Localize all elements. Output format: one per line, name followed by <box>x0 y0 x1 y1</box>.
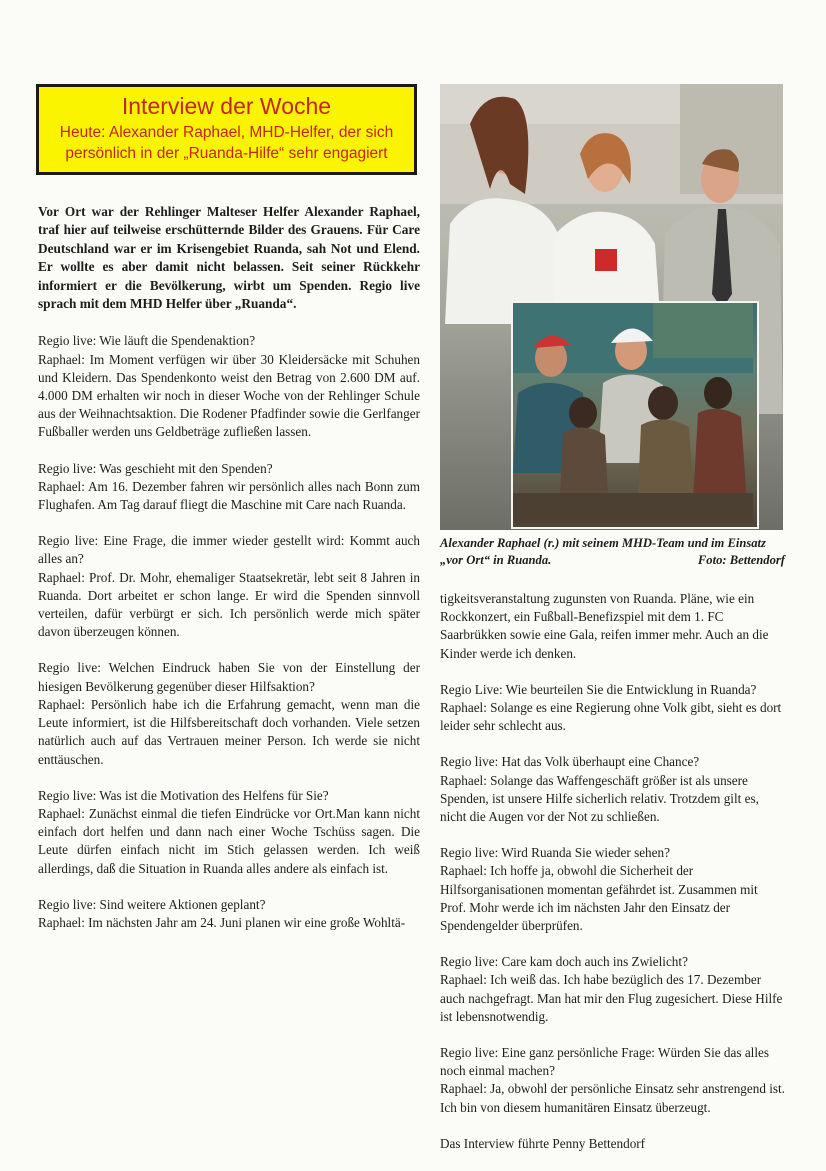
interview-question: Regio live: Eine Frage, die immer wieder gestellt wird: Kommt auch alles an? <box>38 533 420 567</box>
interview-block <box>440 753 785 826</box>
interview-block <box>440 1044 785 1117</box>
interview-block <box>38 787 420 878</box>
interview-block <box>440 844 785 935</box>
interview-block <box>38 332 420 441</box>
interview-block <box>440 681 785 736</box>
headline-subtitle-line-2: persönlich in der „Ruanda-Hilfe“ sehr engagiert <box>65 145 388 162</box>
interview-question: Regio Live: Wie beurteilen Sie die Entwicklung in Ruanda? <box>440 681 757 697</box>
interview-block <box>440 953 785 1026</box>
interview-question: Regio live: Care kam doch auch ins Zwielicht? <box>440 954 688 970</box>
photo-caption <box>440 535 785 569</box>
interview-block <box>38 532 420 641</box>
caption-text: Alexander Raphael (r.) mit seinem MHD-Team und im Einsatz „vor Ort“ in Ruanda. <box>440 536 766 567</box>
interview-question: Regio live: Sind weitere Aktionen geplant? <box>38 896 266 912</box>
interview-answer: Raphael: Persönlich habe ich die Erfahrung gemacht, wenn man die Leute informiert, ist die Hilfsbereitschaft doch vorhanden. Viele setzen natürlich auch auf das Vertrauen meiner Person. Ich werde sie nicht enttäuschen. <box>38 696 420 767</box>
headline-title: Interview der Woche <box>121 93 332 119</box>
interview-answer: Raphael: Solange es eine Regierung ohne Volk gibt, sieht es dort leider sehr schlecht aus. <box>440 700 782 734</box>
interview-answer: Raphael: Ich weiß das. Ich habe bezüglich des 17. Dezember auch nachgefragt. Man hat mir den Flug zugesichert. Diese Hilfe ist lebensnotwendig. <box>440 972 783 1024</box>
continuation-paragraph: tigkeitsveranstaltung zugunsten von Ruanda. Pläne, wie ein Rockkonzert, ein Fußball-Benefizspiel mit dem 1. FC Saarbrükken sowie eine Gala, reifen immer mehr. Auch an die Kinder werde ich denken. <box>440 591 769 661</box>
interview-question: Regio live: Was geschieht mit den Spenden? <box>38 460 273 476</box>
rwanda-photo-figures <box>513 303 753 523</box>
interview-answer: Raphael: Ich hoffe ja, obwohl die Sicherheit der Hilfsorganisationen momentan gefährdet ist. Zusammen mit Prof. Mohr werde ich im nächsten Jahr den Einsatz der Spendengelder überprüfen. <box>440 863 758 934</box>
interview-question: Regio live: Wird Ruanda Sie wieder sehen? <box>440 845 670 861</box>
interview-block <box>38 896 420 932</box>
byline: Das Interview führte Penny Bettendorf <box>440 1135 646 1151</box>
left-column <box>38 203 420 950</box>
headline-subtitle <box>39 122 414 164</box>
interview-answer: Raphael: Prof. Dr. Mohr, ehemaliger Staatsekretär, lebt seit 8 Jahren in Ruanda. Dort arbeitet er schon lange. Er wird die Spenden sinnvoll verteilen, dafür verbürgt er sich. Ich persönlich werde mich später davon überzeugen können. <box>38 569 420 640</box>
interview-answer: Raphael: Im nächsten Jahr am 24. Juni planen wir eine große Wohltä- <box>38 914 406 930</box>
interview-question: Regio live: Was ist die Motivation des Helfens für Sie? <box>38 787 329 803</box>
headline-box <box>37 85 416 174</box>
photo-credit: Foto: Bettendorf <box>697 553 785 567</box>
interview-question: Regio live: Welchen Eindruck haben Sie von der Einstellung der hiesigen Bevölkerung gegenüber dieser Hilfsaktion? <box>38 660 420 694</box>
rwanda-photo <box>511 301 759 529</box>
lead-paragraph: Vor Ort war der Rehlinger Malteser Helfer Alexander Raphael, traf hier auf teilweise erschütternde Bilder des Grauens. Für Care Deutschland war er im Krisengebiet Ruanda, sah Not und Elend. Er wollte es aber damit nicht belassen. Seit seiner Rückkehr informiert er die Bevölkerung, wirbt um Spenden. Regio live sprach mit dem MHD Helfer über „Ruanda“. <box>38 204 420 312</box>
interview-question: Regio live: Eine ganz persönliche Frage: Würden Sie das alles noch einmal machen? <box>440 1045 769 1079</box>
interview-answer: Raphael: Am 16. Dezember fahren wir persönlich alles nach Bonn zum Flughafen. Am Tag darauf fliegt die Maschine mit Care nach Ruanda. <box>38 478 420 513</box>
interview-answer: Raphael: Zunächst einmal die tiefen Eindrücke vor Ort.Man kann nicht einfach dort helfen und dann nach einer Woche Tschüss sagen. Die Leute dürfen einfach nicht im Stich gelassen werden. Ich weiß allerdings, daß die Situation in Ruanda alles andere als einfach ist. <box>38 805 420 876</box>
interview-block <box>38 659 420 768</box>
interview-answer: Raphael: Im Moment verfügen wir über 30 Kleidersäcke mit Schuhen und Kleidern. Das Spendenkonto weist den Betrag von 2.600 DM auf. 4.000 DM erhalten wir noch in dieser Woche von der Rehlinger Schule aus der Weihnachtsaktion. Die Rodener Pfadfinder sowie die Gerlfanger Fußballer werden uns Geldbeträge zufließen lassen. <box>38 351 420 440</box>
interview-question: Regio live: Hat das Volk überhaupt eine Chance? <box>440 754 700 770</box>
interview-block <box>38 460 420 515</box>
interview-answer: Raphael: Ja, obwohl der persönliche Einsatz sehr anstrengend ist. Ich bin von diesem humanitären Einsatz überzeugt. <box>440 1081 785 1115</box>
right-column <box>440 590 785 1171</box>
interview-question: Regio live: Wie läuft die Spendenaktion? <box>38 333 256 349</box>
headline-subtitle-line-1: Heute: Alexander Raphael, MHD-Helfer, der sich <box>59 124 394 141</box>
interview-answer: Raphael: Solange das Waffengeschäft größer ist als unsere Spenden, ist unsere Hilfe sicherlich relativ. Trotzdem gilt es, nicht die Augen vor der Not zu schließen. <box>440 772 759 825</box>
